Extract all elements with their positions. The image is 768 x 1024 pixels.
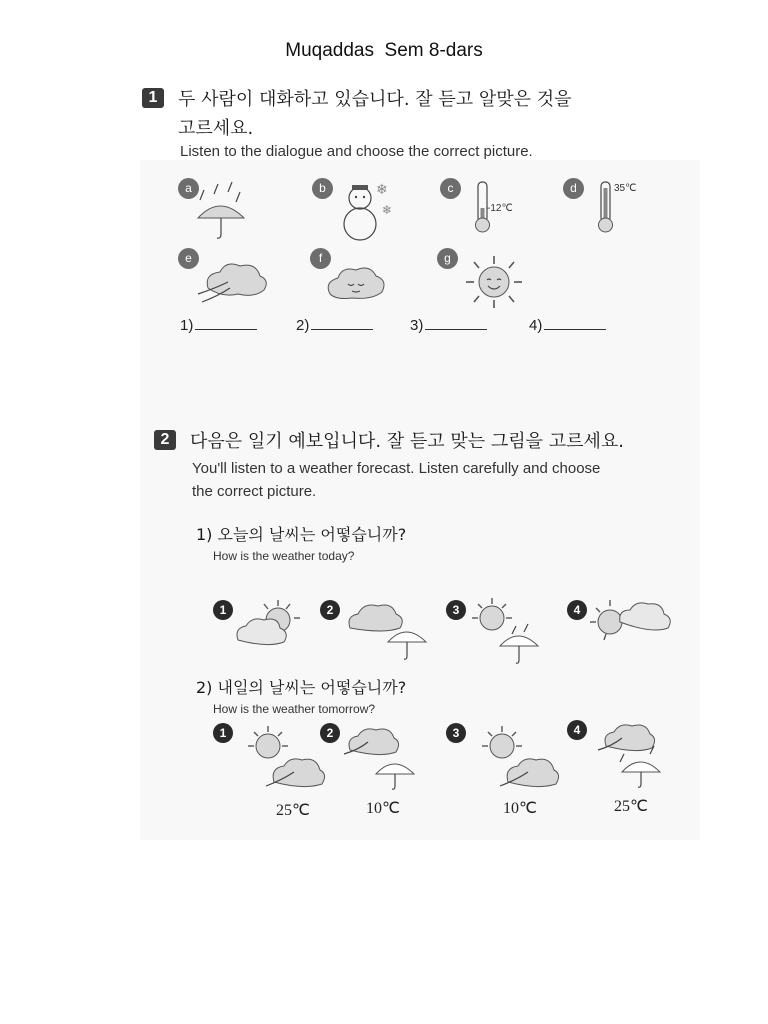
- answer-blank-4[interactable]: 4): [529, 316, 606, 334]
- q2-sub2-question-en: How is the weather tomorrow?: [213, 702, 376, 716]
- option-g-badge: g: [437, 248, 458, 269]
- option-d-badge: d: [563, 178, 584, 199]
- option-a-badge: a: [178, 178, 199, 199]
- cloud-umbrella-icon: [344, 598, 430, 664]
- q1-instruction-ko-line1: 두 사람이 대화하고 있습니다. 잘 듣고 알맞은 것을: [178, 89, 572, 110]
- answer-blank-1[interactable]: 1): [180, 316, 257, 334]
- sub2-option-1-temp: 25℃: [276, 802, 310, 819]
- question-1-number: 1: [142, 88, 164, 108]
- sub2-option-3-temp: 10℃: [503, 800, 537, 817]
- sun-cloud-icon: [586, 598, 676, 648]
- sub2-option-1-badge[interactable]: 1: [213, 723, 233, 743]
- q2-instruction-ko: 다음은 일기 예보입니다. 잘 듣고 맞는 그림을 고르세요.: [190, 431, 625, 452]
- thermometer-hot-label: 35℃: [614, 183, 637, 194]
- sun-umbrella-icon: [468, 596, 544, 668]
- sub2-option-2-temp: 10℃: [366, 800, 400, 817]
- sun-icon: [460, 254, 524, 310]
- windy-cloud-icon: [194, 258, 270, 306]
- option-b-badge: b: [312, 178, 333, 199]
- sub1-option-2-badge[interactable]: 2: [320, 600, 340, 620]
- q2-sub1-question-en: How is the weather today?: [213, 549, 355, 563]
- windy-cloud-umbrella-icon: [596, 720, 686, 790]
- answer-blank-3[interactable]: 3): [410, 316, 487, 334]
- option-f-badge: f: [310, 248, 331, 269]
- q2-instruction-en-line2: the correct picture.: [192, 483, 317, 500]
- document-title: Muqaddas Sem 8-dars: [285, 40, 483, 61]
- sun-cloud-icon: [232, 598, 304, 650]
- cloud-icon: [322, 260, 388, 304]
- option-c-badge: c: [440, 178, 461, 199]
- svg-text:❄: ❄: [382, 203, 393, 217]
- windy-cloud-umbrella-icon: [340, 724, 430, 790]
- snowman-icon: [338, 180, 404, 242]
- answer-blank-2[interactable]: 2): [296, 316, 373, 334]
- sub2-option-4-temp: 25℃: [614, 798, 648, 815]
- q2-instruction-en-line1: You'll listen to a weather forecast. Listen carefully and choose: [192, 460, 601, 477]
- sub2-option-4-badge[interactable]: 4: [567, 720, 587, 740]
- sub2-option-3-badge[interactable]: 3: [446, 723, 466, 743]
- q2-sub1-question-ko: 1) 오늘의 날씨는 어떻습니까?: [196, 525, 407, 544]
- q1-instruction-en: Listen to the dialogue and choose the correct picture.: [180, 143, 533, 160]
- sun-windy-cloud-icon: [474, 724, 560, 798]
- q1-instruction-ko-line2: 고르세요.: [178, 118, 254, 139]
- sub1-option-1-badge[interactable]: 1: [213, 600, 233, 620]
- q2-sub2-question-ko: 2) 내일의 날씨는 어떻습니까?: [196, 678, 407, 697]
- umbrella-rain-icon: [190, 180, 250, 242]
- question-2-number: 2: [154, 430, 176, 450]
- thermometer-cold-label: -12℃: [487, 203, 513, 214]
- sub2-option-2-badge[interactable]: 2: [320, 723, 340, 743]
- svg-text:❄: ❄: [376, 182, 388, 198]
- sub1-option-4-badge[interactable]: 4: [567, 600, 587, 620]
- option-e-badge: e: [178, 248, 199, 269]
- sub1-option-3-badge[interactable]: 3: [446, 600, 466, 620]
- sun-windy-cloud-icon: [240, 724, 326, 800]
